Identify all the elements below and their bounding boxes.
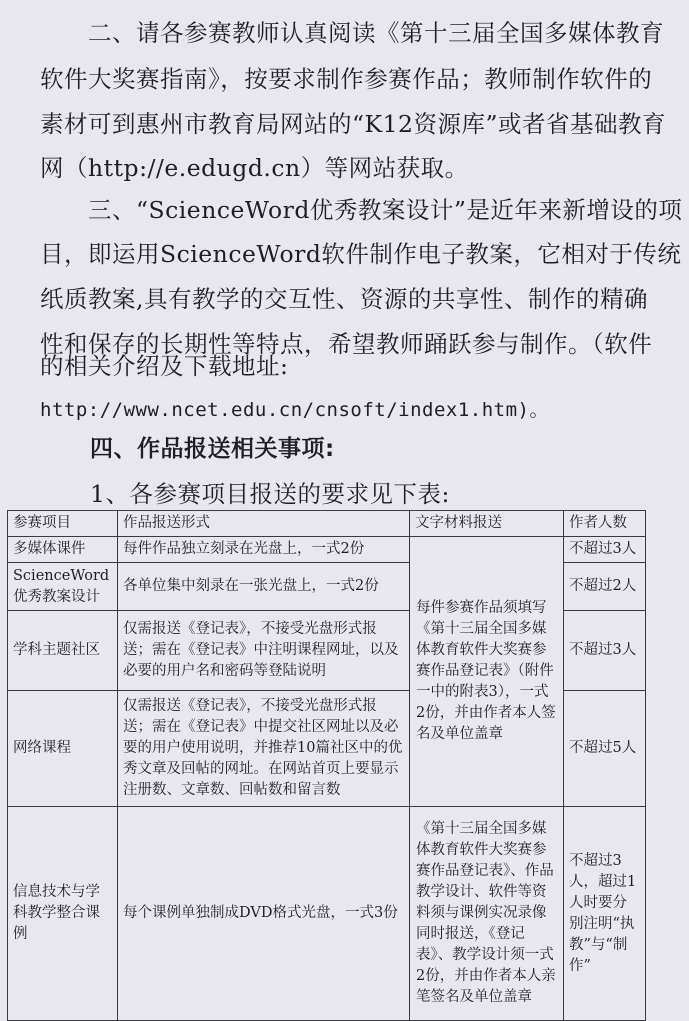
section-3-line-3: 纸质教案,具有教学的交互性、资源的共享性、制作的精确 [40, 285, 648, 313]
row-project: 多媒体课件 [8, 537, 118, 563]
table-row [8, 807, 646, 1021]
section-2-line-4: 网（http://e.edugd.cn）等网站获取。 [40, 154, 469, 182]
table-header-row [8, 511, 646, 537]
submission-requirements-table [7, 510, 646, 1021]
header-form: 作品报送形式 [118, 511, 410, 537]
materials-shared-cell: 每件参赛作品须填写《第十三届全国多媒体教育软件大奖赛参赛作品登记表》（附件一中的附表3），一式2份，并由作者本人签名及单位盖章 [410, 537, 564, 807]
header-authors: 作者人数 [564, 511, 646, 537]
section-3-line-4: 性和保存的长期性等特点，希望教师踊跃参与制作。（软件 [40, 330, 653, 358]
item-1-text: 1、各参赛项目报送的要求见下表: [90, 480, 450, 508]
row-form: 每件作品独立刻录在光盘上，一式2份 [118, 537, 410, 563]
row-authors: 不超过5人 [564, 691, 646, 807]
row-authors: 不超过3人 [564, 611, 646, 691]
row-authors: 不超过3人，超过1人时要分别注明“执教”与“制作” [564, 807, 646, 1021]
row-authors: 不超过2人 [564, 563, 646, 611]
section-3-line-1: 三、“ScienceWord优秀教案设计”是近年来新增设的项 [40, 196, 683, 224]
header-project: 参赛项目 [8, 511, 118, 537]
section-2-line-3: 素材可到惠州市教育局网站的“K12资源库”或者省基础教育 [40, 110, 666, 138]
row-project: 信息技术与学科教学整合课例 [8, 807, 118, 1021]
row-authors: 不超过3人 [564, 537, 646, 563]
section-2-line-1: 二、请各参赛教师认真阅读《第十三届全国多媒体教育 [40, 19, 664, 47]
row-project: ScienceWord优秀教案设计 [8, 563, 118, 611]
materials-last-cell: 《第十三届全国多媒体教育软件大奖赛参赛作品登记表》、作品教学设计、软件等资料须与课例实况录像同时报送，《登记表》、教学设计须一式2份，并由作者本人亲笔签名及单位盖章 [410, 807, 564, 1021]
section-3-line-2: 目，即运用ScienceWord软件制作电子教案，它相对于传统 [40, 240, 682, 268]
row-form: 仅需报送《登记表》，不接受光盘形式报送；需在《登记表》中提交社区网址以及必要的用户使用说明，并推荐10篇社区中的优秀文章及回帖的网址。在网站首页上要显示注册数、文章数、回帖数和留言数 [118, 691, 410, 807]
row-project: 网络课程 [8, 691, 118, 807]
row-form: 仅需报送《登记表》，不接受光盘形式报送；需在《登记表》中注明课程网址，以及必要的用户名和密码等登陆说明 [118, 611, 410, 691]
row-form: 每个课例单独制成DVD格式光盘，一式3份 [118, 807, 410, 1021]
section-3-line-5: 的相关介绍及下载地址: [40, 352, 289, 380]
header-materials: 文字材料报送 [410, 511, 564, 537]
row-form: 各单位集中刻录在一张光盘上，一式2份 [118, 563, 410, 611]
section-2-line-2: 软件大奖赛指南》，按要求制作参赛作品；教师制作软件的 [40, 65, 653, 93]
section-4-heading: 四、作品报送相关事项: [90, 436, 335, 462]
table-row [8, 537, 646, 563]
download-url-line: http://www.ncet.edu.cn/cnsoft/index1.htm)。 [40, 399, 549, 421]
row-project: 学科主题社区 [8, 611, 118, 691]
